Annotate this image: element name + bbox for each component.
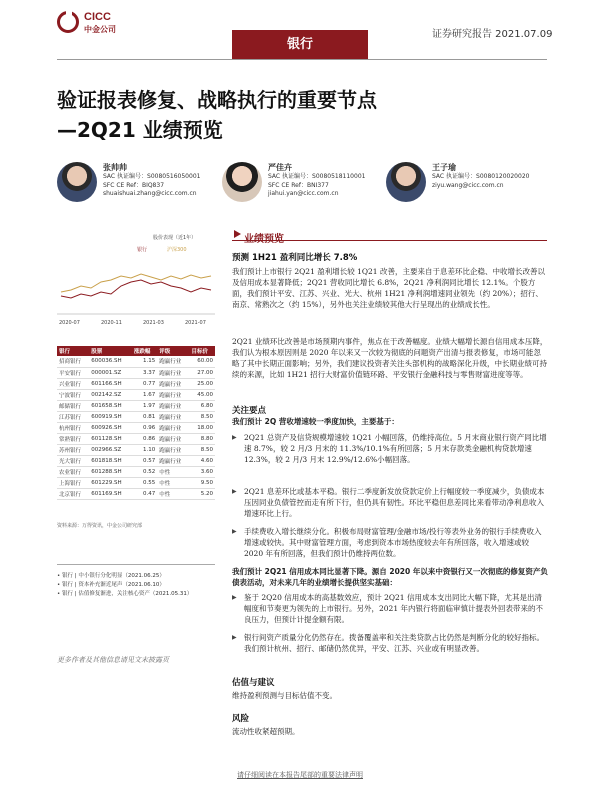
x-tick: 2021-03 <box>143 320 164 326</box>
more-authors-note[interactable]: 更多作者及其他信息请见文末披露页 <box>57 656 169 664</box>
table-cell: 北京银行 <box>57 488 89 499</box>
bullet-item: ▶ 2Q21 息差环比或基本平稳。银行二季度新发放贷款定价上行幅度较一季度减少，负债成本压因同业负债管控而走有所下行，但仍具有韧性。环比平稳但息差同比来看带动净利息收入增速环比上行。 <box>232 486 548 519</box>
table-cell: 招商银行 <box>57 356 89 367</box>
table-cell: 5.20 <box>190 488 215 499</box>
table-cell: 跑赢行业 <box>157 356 189 367</box>
analyst-sac: SAC 执证编号：S0080518110001 <box>268 173 366 180</box>
bullet-item: ▶ 银行间资产质量分化仍然存在。拨备覆盖率和关注类贷款占比仍然是判断分化的较好指标。我们预计杭州、招行、邮储仍然优异，平安、江苏、兴业或有明显改善。 <box>232 632 548 654</box>
table-cell: 0.77 <box>132 378 157 389</box>
table-cell: 9.50 <box>190 477 215 488</box>
table-cell: 45.00 <box>190 389 215 400</box>
table-cell: 601169.SH <box>89 488 132 499</box>
paragraph: 我们预计上市银行 2Q21 盈利增长较 1Q21 改善，主要来自于息差环比企稳、中收增长改善以及信用成本显著降低；2Q21 营收同比增长 6.8%，2Q21 净利润同比增长 12.1%。个股方面，我们预计平安、江苏、兴业、光大、杭州 1H21 净利润增速同业领先（约 20%）；招行、南京、常熟次之（约 15%），另外也关注业绩较其他大行呈现出的业绩成长性。 <box>232 267 545 309</box>
footer-disclaimer[interactable]: 请仔细阅读在本报告尾部的重要法律声明 <box>237 771 363 779</box>
analyst-card <box>386 162 556 210</box>
table-cell: 跑赢行业 <box>157 444 189 455</box>
table-cell: 农业银行 <box>57 466 89 477</box>
analyst-email[interactable]: shuaishuai.zhang@cicc.com.cn <box>103 190 197 197</box>
analyst-email[interactable]: ziyu.wang@cicc.com.cn <box>432 181 504 189</box>
related-report-link[interactable]: • 银行 | 估值修复渐进，关注核心资产（2021.05.31） <box>57 591 193 597</box>
table-cell: 宁波银行 <box>57 389 89 400</box>
table-cell: 0.57 <box>132 455 157 466</box>
table-cell: 中性 <box>157 466 189 477</box>
bullet-item: ▶ 手续费收入增长继续分化。积极布局财富管理/金融市场/投行等表外业务的银行手续费收入增速或较快。其中财富管理方面，考虑到资本市场热度较去年有所回落，收入增速或较 2020 年有所回落，但我们预计仍维持两位数。 <box>232 526 548 559</box>
table-cell: 6.80 <box>190 400 215 411</box>
table-cell: 600926.SH <box>89 422 132 433</box>
table-row <box>57 488 215 499</box>
divider <box>57 564 215 565</box>
analyst-sfc: SFC CE Ref：BNI377 <box>268 181 329 189</box>
table-cell: 跑赢行业 <box>157 422 189 433</box>
x-tick: 2020-11 <box>101 320 122 326</box>
stock-chart <box>57 235 215 334</box>
focus-lead: 我们预计 2Q 营收增速较一季度加快，主要基于： <box>232 417 399 426</box>
table-cell: 江苏银行 <box>57 411 89 422</box>
paragraph: 我们预计 2Q21 信用成本同比显著下降。源自 2020 年以来中资银行又一次彻底的修复资产负债表活动，对未来几年的业绩增长提供坚实基础： <box>232 567 548 587</box>
table-cell: 0.47 <box>132 488 157 499</box>
table-cell: 601658.SH <box>89 400 132 411</box>
paragraph: 2Q21 业绩环比改善是市场预期内事件，焦点在于改善幅度。业绩大幅增长源自信用成本压降，我们认为根本原因则是 2020 年以来又一次较为彻底的问题资产出清与报表修复，市场可能忽略了其中长期正面影响；另外，我们建议投资者关注头部机构的战略深化升级，中长期业绩可持续的来源，比如 1H21 招行大财富价值链环路、平安银行金融科技与零售财富进度等等。 <box>232 337 548 379</box>
table-row <box>57 367 215 378</box>
table-header: 目标价 <box>190 346 215 356</box>
triangle-icon <box>234 230 241 238</box>
table-cell: 27.00 <box>190 367 215 378</box>
analyst-name: 严佳卉 <box>268 163 292 172</box>
table-cell: 8.50 <box>190 411 215 422</box>
table-cell: 1.67 <box>132 389 157 400</box>
table-cell: 601128.SH <box>89 433 132 444</box>
table-cell: 常熟银行 <box>57 433 89 444</box>
analyst-card <box>222 162 392 210</box>
analyst-email[interactable]: jiahui.yan@cicc.com.cn <box>268 190 339 197</box>
table-row <box>57 378 215 389</box>
table-cell: 601229.SH <box>89 477 132 488</box>
table-cell: 601818.SH <box>89 455 132 466</box>
valuation-text: 维持盈利预测与目标估值不变。 <box>232 691 337 700</box>
stock-table <box>57 346 215 500</box>
table-cell: 1.15 <box>132 356 157 367</box>
bullet-item: ▶ 鉴于 2Q20 信用成本的高基数效应，预计 2Q21 信用成本支出同比大幅下降，尤其是出清幅度和节奏更为领先的上市银行。另外，2021 年内银行将面临审慎计提表外回表带来的不良压力，但预计计提金额有限。 <box>232 592 548 625</box>
table-row <box>57 411 215 422</box>
avatar <box>386 162 426 202</box>
table-header: 涨跌幅 <box>132 346 157 356</box>
table-cell: 杭州银行 <box>57 422 89 433</box>
table-cell: 000001.SZ <box>89 367 132 378</box>
table-row <box>57 433 215 444</box>
related-report-link[interactable]: • 银行 | 资本补充渐近尾声（2021.06.10） <box>57 582 165 588</box>
chart-title: 股价表现（近1年） <box>153 235 197 241</box>
table-cell: 601288.SH <box>89 466 132 477</box>
analyst-name: 张帅帅 <box>103 163 127 172</box>
legend-bank: 银行 <box>137 247 148 253</box>
table-row <box>57 444 215 455</box>
table-cell: 25.00 <box>190 378 215 389</box>
table-cell: 8.50 <box>190 444 215 455</box>
table-cell: 光大银行 <box>57 455 89 466</box>
table-cell: 跑赢行业 <box>157 389 189 400</box>
cicc-logo-icon <box>57 11 79 33</box>
analyst-sac: SAC 执证编号：S0080516050001 <box>103 173 201 180</box>
table-cell: 跑赢行业 <box>157 378 189 389</box>
analyst-sac: SAC 执证编号：S0080120020020 <box>432 173 530 180</box>
table-cell: 跑赢行业 <box>157 455 189 466</box>
sector-tab: 银行 <box>232 30 368 60</box>
table-cell: 邮储银行 <box>57 400 89 411</box>
risk-heading: 风险 <box>232 714 250 724</box>
table-cell: 601166.SH <box>89 378 132 389</box>
table-cell: 0.55 <box>132 477 157 488</box>
table-cell: 3.37 <box>132 367 157 378</box>
related-reports <box>57 572 215 599</box>
analyst-sfc: SFC CE Ref：BIQ837 <box>103 181 165 189</box>
table-cell: 中性 <box>157 488 189 499</box>
table-cell: 跑赢行业 <box>157 367 189 378</box>
related-report-link[interactable]: • 银行 | 中小银行分化明显（2021.06.25） <box>57 573 165 579</box>
table-cell: 60.00 <box>190 356 215 367</box>
analyst-name: 王子瑜 <box>432 163 456 172</box>
table-header: 股票 <box>89 346 132 356</box>
table-cell: 0.86 <box>132 433 157 444</box>
table-row <box>57 356 215 367</box>
table-cell: 1.97 <box>132 400 157 411</box>
table-cell: 平安银行 <box>57 367 89 378</box>
table-cell: 3.60 <box>190 466 215 477</box>
table-cell: 中性 <box>157 477 189 488</box>
avatar <box>222 162 262 202</box>
table-cell: 兴业银行 <box>57 378 89 389</box>
table-cell: 苏州银行 <box>57 444 89 455</box>
table-row <box>57 422 215 433</box>
table-row <box>57 455 215 466</box>
table-header: 评级 <box>157 346 189 356</box>
valuation-heading: 估值与建议 <box>232 678 275 688</box>
logo-text-cn: 中金公司 <box>84 25 116 34</box>
table-row <box>57 477 215 488</box>
table-cell: 002142.SZ <box>89 389 132 400</box>
table-cell: 0.96 <box>132 422 157 433</box>
report-type: 证券研究报告 2021.07.09 <box>432 29 553 40</box>
bullet-item: ▶ 2Q21 总资产及信贷规模增速较 1Q21 小幅回落，仍维持高位。5 月末商业银行资产同比增速 8.7%，较 2 月/3 月末的 11.3%/10.1%有所回落；5 月末存款类金融机构贷款增速 12.3%，较 2 月/3 月末 12.9%/12.6%小幅回落。 <box>232 432 548 465</box>
table-cell: 1.10 <box>132 444 157 455</box>
table-cell: 002966.SZ <box>89 444 132 455</box>
page-subtitle: —2Q21 业绩预览 <box>57 118 223 142</box>
table-row <box>57 389 215 400</box>
table-cell: 跑赢行业 <box>157 433 189 444</box>
page-title: 验证报表修复、战略执行的重要节点 <box>57 88 377 112</box>
x-tick: 2020-07 <box>59 320 80 326</box>
table-header: 银行 <box>57 346 89 356</box>
forecast-heading: 预测 1H21 盈利同比增长 7.8% <box>232 253 358 263</box>
section-title: 业绩预览 <box>244 234 284 245</box>
header-divider <box>57 59 547 60</box>
table-cell: 600036.SH <box>89 356 132 367</box>
table-row <box>57 466 215 477</box>
risk-text: 流动性收紧超预期。 <box>232 727 300 736</box>
table-cell: 18.00 <box>190 422 215 433</box>
avatar <box>57 162 97 202</box>
section-header <box>232 227 547 245</box>
table-row <box>57 400 215 411</box>
logo-text: CICC <box>84 11 111 23</box>
table-cell: 4.60 <box>190 455 215 466</box>
table-cell: 0.81 <box>132 411 157 422</box>
focus-heading: 关注要点 <box>232 406 267 416</box>
table-cell: 8.80 <box>190 433 215 444</box>
table-cell: 上海银行 <box>57 477 89 488</box>
analyst-card <box>57 162 227 210</box>
table-cell: 跑赢行业 <box>157 400 189 411</box>
table-cell: 600919.SH <box>89 411 132 422</box>
table-source-note: 资料来源：万得资讯，中金公司研究部 <box>57 523 143 529</box>
legend-index: 沪深300 <box>167 247 187 253</box>
x-tick: 2021-07 <box>185 320 206 326</box>
table-cell: 跑赢行业 <box>157 411 189 422</box>
table-cell: 0.52 <box>132 466 157 477</box>
